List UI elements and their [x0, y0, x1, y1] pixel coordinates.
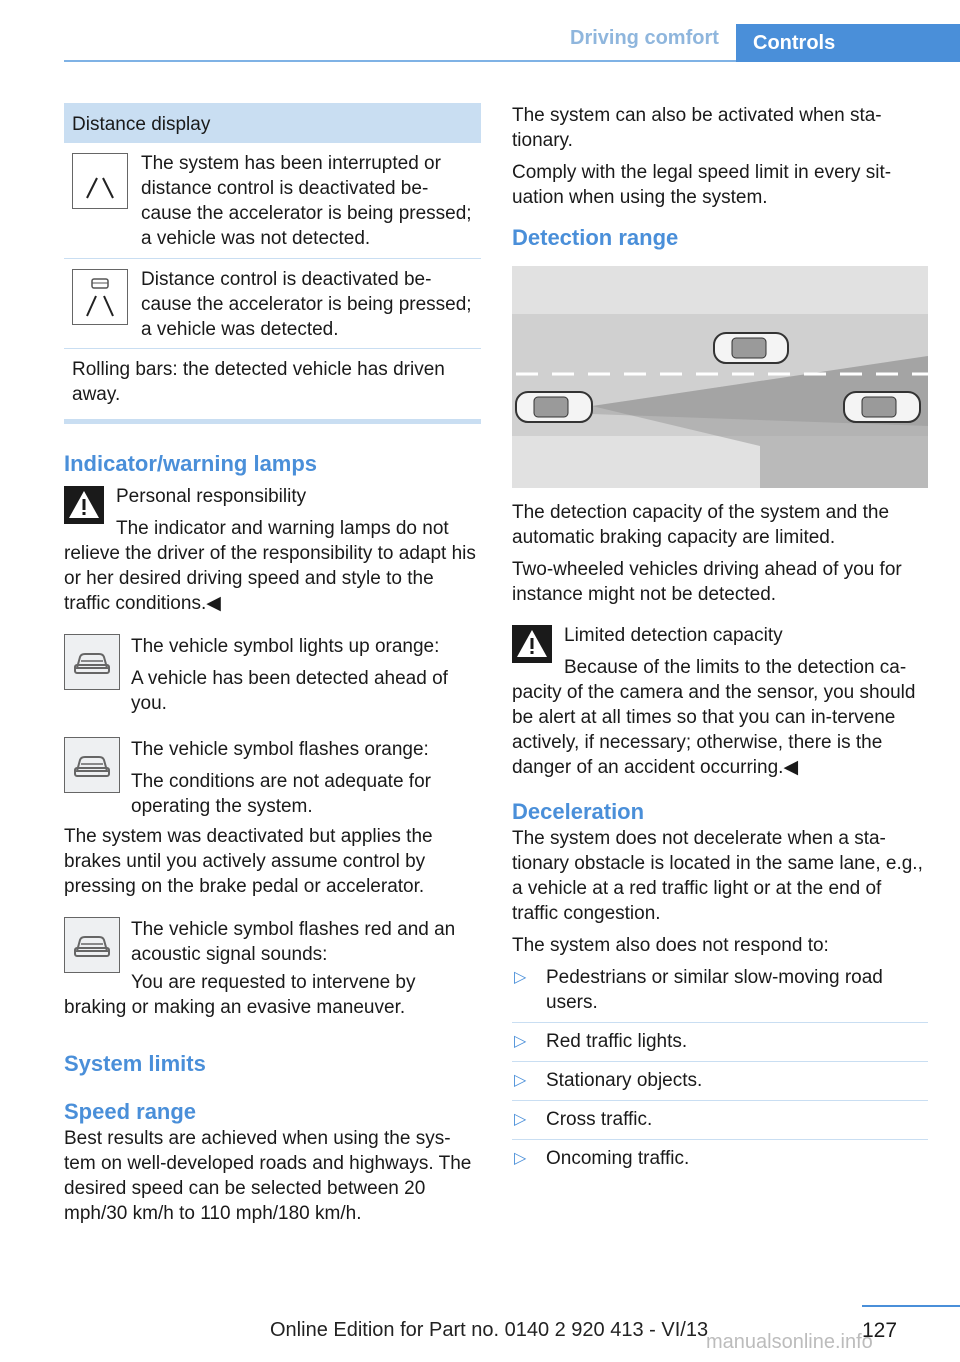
warning-limited-detection: [512, 623, 928, 780]
symbol-text-1: The vehicle symbol lights up orange:: [131, 636, 440, 657]
symbol-text-2: The conditions are not adequate for operating the system.: [131, 771, 431, 817]
table-row-text: Distance control is deactivated be-cause the accelerator is being pressed; a vehicle was detected.: [141, 269, 472, 340]
distance-vehicle-icon: [72, 269, 128, 325]
speed-range-heading: Speed range: [64, 1099, 197, 1124]
watermark: manualsonline.info: [706, 1331, 873, 1353]
paragraph-detection-capacity: The detection capacity of the system and the automatic braking capacity are limited.: [512, 502, 890, 548]
no-response-list: [512, 965, 928, 1178]
distance-bars-icon: [72, 153, 128, 209]
table-row-text: The system has been interrupted or distance control is deactivated be-cause the accelerator is being pressed; a vehicle was not detected.: [141, 153, 472, 249]
detection-range-diagram: [512, 266, 928, 488]
table-row: [64, 143, 481, 259]
table-row: [64, 259, 481, 349]
vehicle-symbol-red: [64, 917, 481, 974]
footer-rule: [862, 1305, 960, 1307]
vehicle-red-icon: [64, 917, 120, 973]
bullet-triangle-icon: ▷: [514, 1150, 527, 1167]
warning-triangle-icon: [512, 625, 552, 663]
bullet-triangle-icon: ▷: [514, 1072, 527, 1089]
indicator-warning-heading: Indicator/warning lamps: [64, 451, 318, 476]
bullet-triangle-icon: ▷: [514, 1111, 527, 1128]
vehicle-flashing-icon: [64, 737, 120, 793]
paragraph-deactivated: The system was deactivated but applies the brakes until you actively assume control by pressing on the brake pedal or accelerator.: [64, 826, 433, 897]
warning-body: Because of the limits to the detection ca-pacity of the camera and the sensor, you should be alert at all times so that you can in-tervene actively, if necessary; otherwise, there is the danger of an accident occurring.◀: [512, 657, 916, 778]
table-heading: Distance display: [64, 103, 481, 143]
vehicle-ahead-same-lane: [844, 392, 920, 422]
symbol-text-1: The vehicle symbol flashes orange:: [131, 739, 429, 760]
warning-body: The indicator and warning lamps do not relieve the driver of the responsibility to adapt his or her desired driving speed and style to the traffic conditions.◀: [64, 518, 476, 614]
detection-range-heading: Detection range: [512, 225, 679, 250]
paragraph-deceleration: The system does not decelerate when a sta-tionary obstacle is located in the same lane, e.g., a vehicle at a red traffic light or at the end of traffic congestion.: [512, 828, 923, 924]
symbol-text-2: A vehicle has been detected ahead of you.: [131, 668, 448, 714]
vehicle-symbol-flashing: [64, 737, 481, 826]
warning-title: Personal responsibility: [116, 486, 307, 507]
paragraph-two-wheeled: Two-wheeled vehicles driving ahead of you for instance might not be detected.: [512, 559, 902, 605]
paragraph-no-response: The system also does not respond to:: [512, 935, 829, 956]
list-item: ▷ Red traffic lights.: [512, 1023, 928, 1062]
bullet-triangle-icon: ▷: [514, 1033, 527, 1050]
header-chapter-tab[interactable]: Controls: [736, 24, 960, 62]
distance-display-table: [64, 103, 481, 424]
vehicle-ahead-left-lane: [714, 333, 788, 363]
list-item: ▷ Oncoming traffic.: [514, 1148, 690, 1169]
warning-title: Limited detection capacity: [564, 625, 783, 646]
warning-triangle-icon: [64, 486, 104, 524]
warning-personal-responsibility: [64, 484, 481, 616]
vehicle-own: [516, 392, 592, 422]
list-item: ▷ Cross traffic.: [512, 1101, 928, 1140]
system-limits-heading: System limits: [64, 1051, 206, 1076]
speed-range-text: Best results are achieved when using the sys-tem on well-developed roads and highways. The desired speed can be selected between 20 mph/30 km/h to 110 mph/180 km/h.: [64, 1128, 472, 1224]
deceleration-heading: Deceleration: [512, 799, 645, 824]
left-column: [64, 103, 481, 1233]
paragraph-stationary: The system can also be activated when sta-tionary.: [512, 105, 882, 151]
list-item: ▷ Stationary objects.: [512, 1062, 928, 1101]
edition-text: Online Edition for Part no. 0140 2 920 413 - VI/13: [270, 1319, 709, 1341]
header-section-tab[interactable]: Driving comfort: [570, 27, 719, 49]
right-column: [512, 103, 928, 1178]
vehicle-symbol-orange: [64, 634, 481, 723]
page-number: 127: [862, 1319, 898, 1342]
list-item: ▷ Pedestrians or similar slow-moving road users.: [512, 965, 928, 1023]
table-note: Rolling bars: the detected vehicle has driven away.: [64, 349, 481, 424]
symbol-text-2: You are requested to intervene by braking or making an evasive maneuver.: [64, 972, 416, 1018]
bullet-triangle-icon: ▷: [514, 969, 527, 986]
paragraph-speed-limit: Comply with the legal speed limit in every sit-uation when using the system.: [512, 162, 892, 208]
vehicle-orange-icon: [64, 634, 120, 690]
symbol-text-1: The vehicle symbol flashes red and an acoustic signal sounds:: [131, 919, 456, 965]
